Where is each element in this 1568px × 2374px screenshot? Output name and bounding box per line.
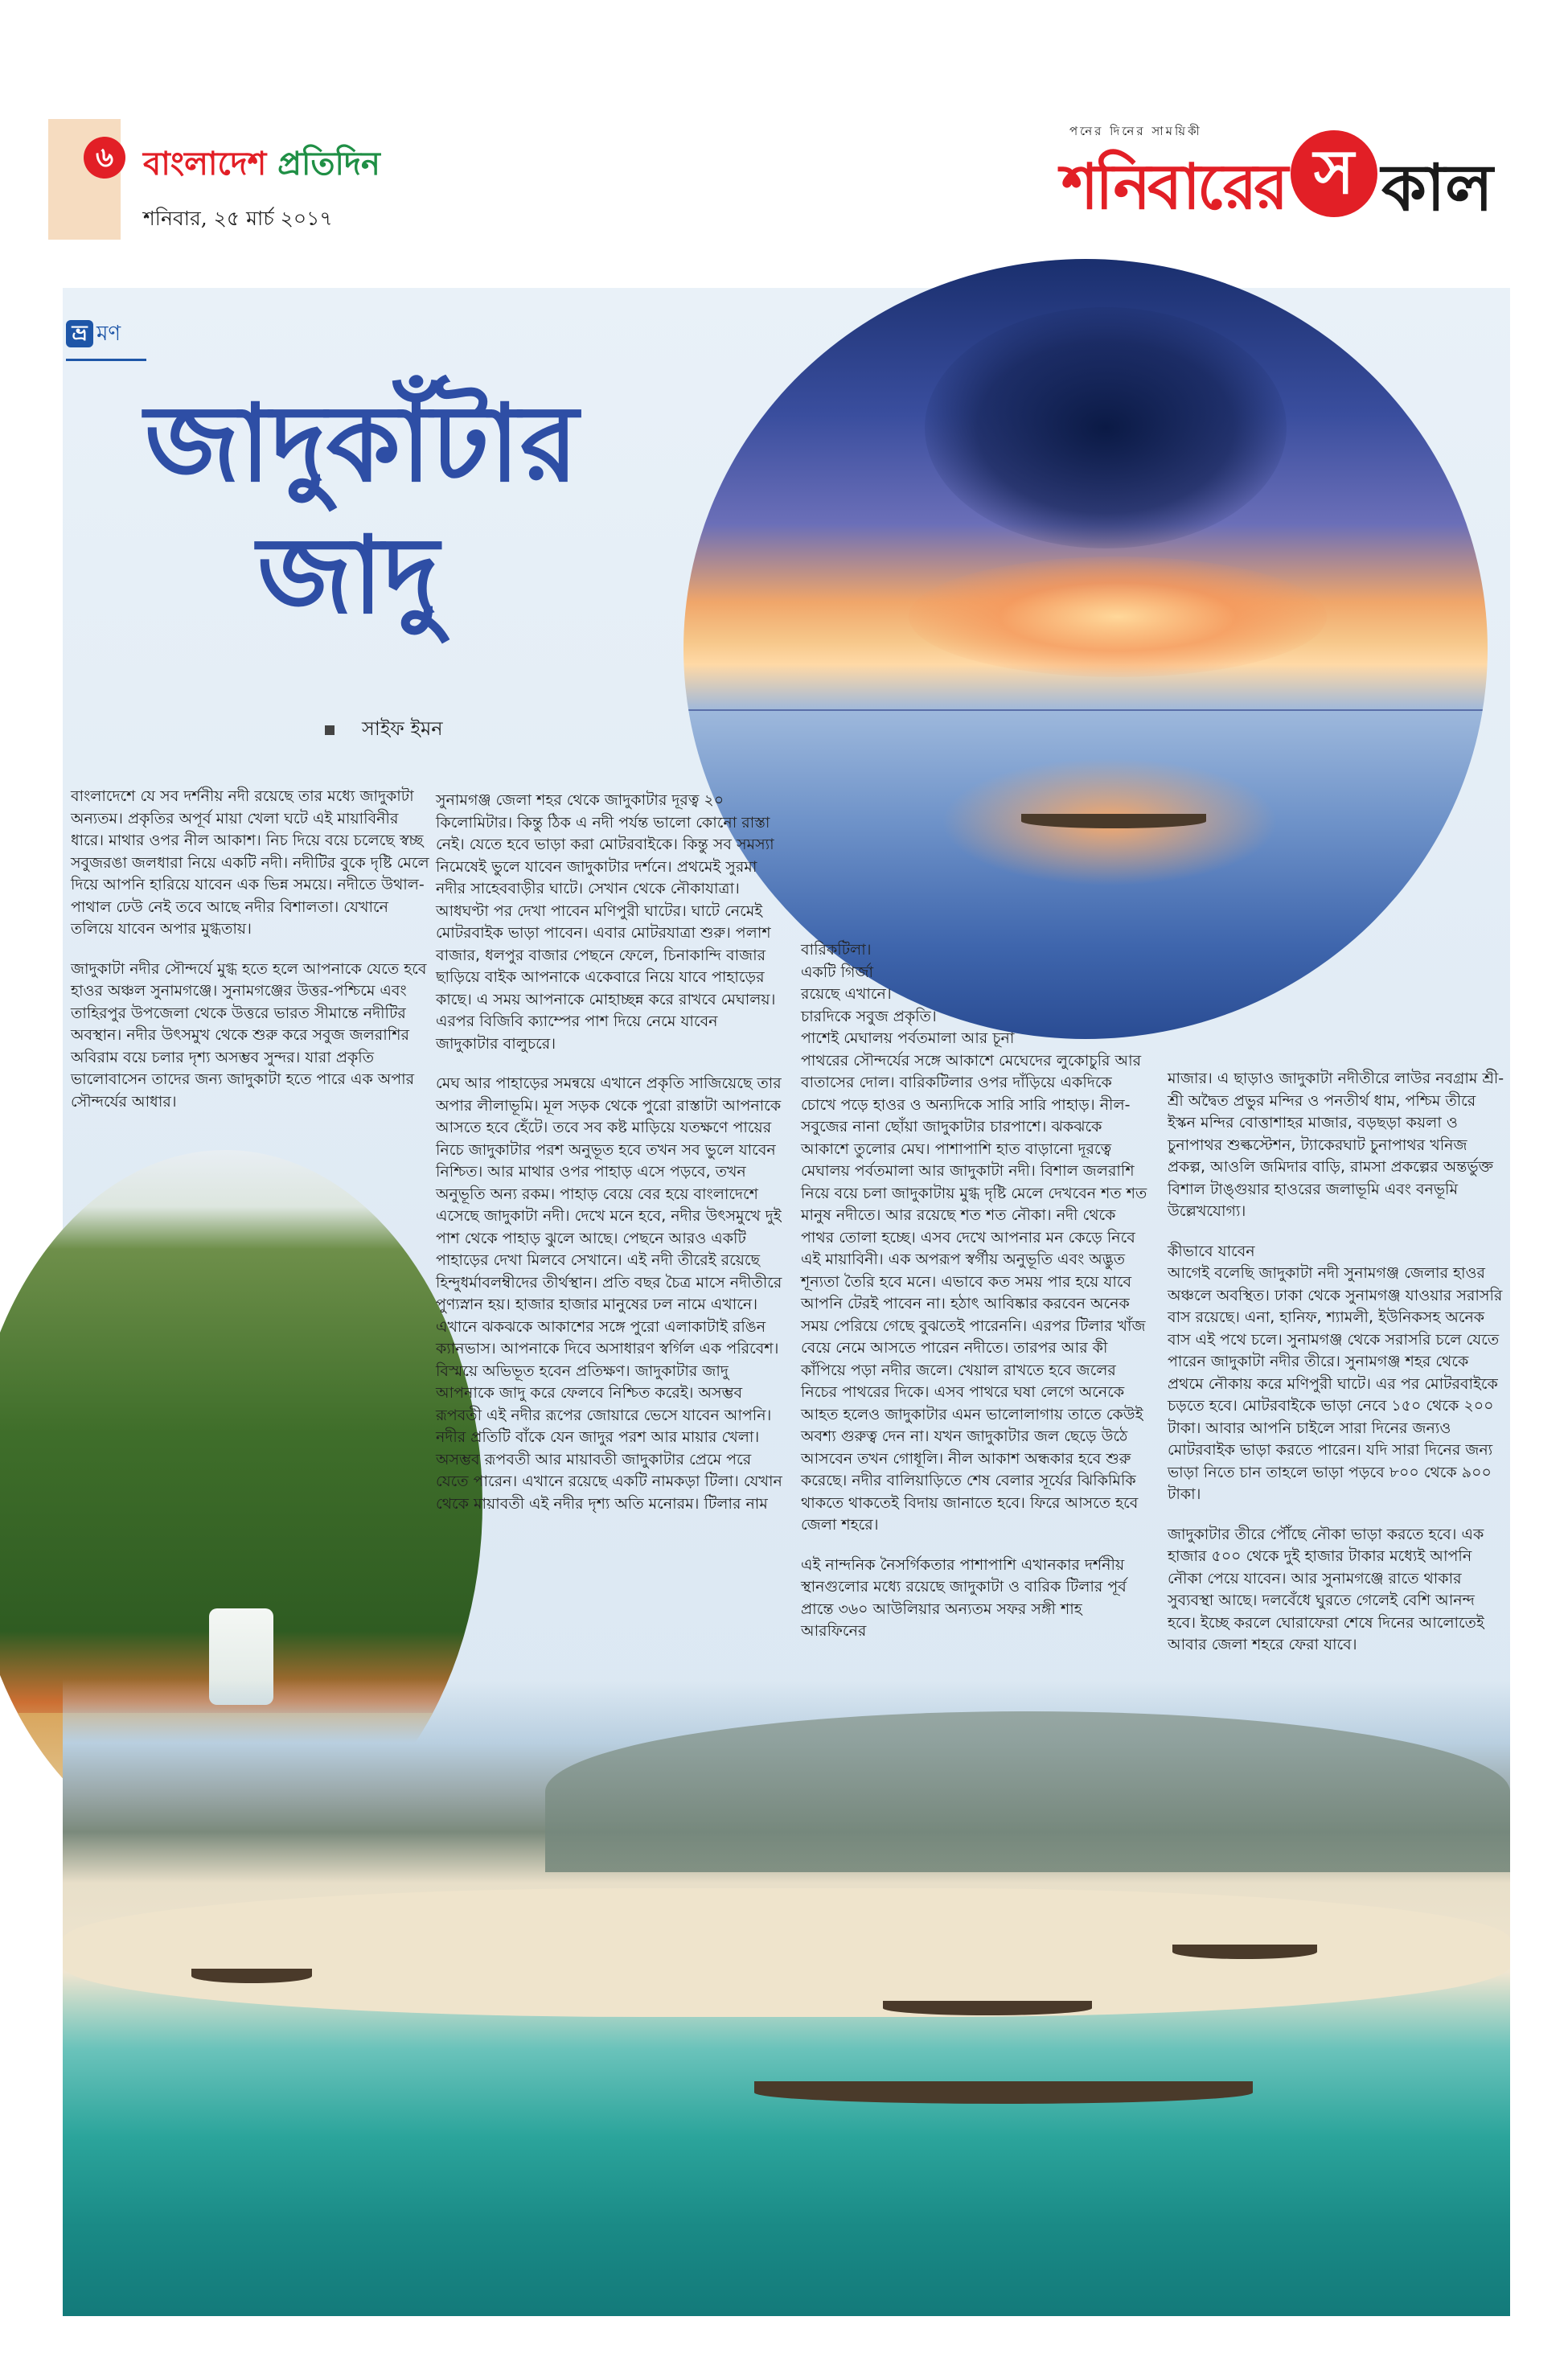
section-letter: ভ্র — [66, 320, 93, 347]
horizon-line — [683, 709, 1488, 711]
sunset-glow — [909, 557, 1327, 677]
verse-line: রয়েছে এখানে। — [801, 985, 892, 1003]
river-boats-photo — [63, 1679, 1510, 2316]
paragraph: আগেই বলেছি জাদুকাটা নদী সুনামগঞ্জ জেলার হাওর অঞ্চলে অবস্থিত। ঢাকা থেকে সুনামগঞ্জ যাওয়ার সরাসরি বাস রয়েছে। এনা, হানিফ, শ্যামলী, ইউনিকসহ অনেক বাস এই পথে চলে। সুনামগঞ্জ থেকে সরাসরি চলে যেতে পারেন জাদুকাটা নদীর তীরে। সুনামগঞ্জ শহর থেকে প্রথমে নৌকায় করে মণিপুরী ঘাটে। এর পর মোটরবাইকে চড়তে হবে। মোটরবাইকে ভাড়া নেবে ১৫০ থেকে ২০০ টাকা। আবার আপনি চাইলে সারা দিনের জন্যও মোটরবাইক ভাড়া করতে পারেন। যদি সারা দিনের জন্য ভাড়া নিতে চান তাহলে ভাড়া পড়বে ৮০০ থেকে ৯০০ টাকা। — [1168, 1264, 1503, 1503]
verse-line: বারিকটিলা। — [801, 941, 872, 959]
paragraph: জাদুকাটা নদীর সৌন্দর্যে মুগ্ধ হতে হলে আপনাকে যেতে হবে হাওর অঞ্চল সুনামগঞ্জে। সুনামগঞ্জের উত্তর-পশ্চিমে এবং তাহিরপুর উপজেলা থেকে উত্তরে ভারত সীমান্তে নদীটির অবস্থান। নদীর উৎসমুখ থেকে শুরু করে সবুজ জলরাশির অবিরাম বয়ে চলার দৃশ্য অসম্ভব সুন্দর। যারা প্রকৃতি ভালোবাসেন তাদের জন্য জাদুকাটা হতে পারে এক অপার সৌন্দর্যের আধার। — [71, 959, 427, 1111]
verse-line: চারদিকে সবুজ প্রকৃতি। — [801, 1007, 937, 1025]
sunset-boat-photo — [683, 259, 1488, 1039]
section-rest: মণ — [96, 322, 121, 346]
section-underline — [66, 359, 146, 361]
boat-main — [754, 2081, 1253, 2104]
masthead-part1: বাংলাদেশ — [143, 145, 278, 183]
paragraph: মেঘ আর পাহাড়ের সমন্বয়ে এখানে প্রকৃতি সাজিয়েছে তার অপার লীলাভূমি। মূল সড়ক থেকে পুরো রাস্তাটা আপনাকে আসতে হবে হেঁটে। তবে সব কষ্ট মাড়িয়ে যতক্ষণে পায়ের নিচে জাদুকাটার পরশ অনুভূত হবে তখন সব ভুলে যাবেন নিশ্চিত। আর মাথার ওপর পাহাড় এসে পড়বে, তখন অনুভূতি অন্য রকম। পাহাড় বেয়ে বের হয়ে বাংলাদেশে এসেছে জাদুকাটা নদী। দেখে মনে হবে, নদীর উৎসমুখে দুই পাশ থেকে পাহাড় ঝুলে আছে। পেছনে আরও একটি পাহাড়ের দেখা মিলবে সেখানে। এই নদী তীরেই রয়েছে হিন্দুধর্মাবলম্বীদের তীর্থস্থান। প্রতি বছর চৈত্র মাসে নদীতীরে পুণ্যস্নান হয়। হাজার হাজার মানুষের ঢল নামে এখানে। এখানে ঝকঝকে আকাশের সঙ্গে পুরো এলাকাটাই রঙিন ক্যানভাস। আপনাকে দিবে অসাধারণ স্বর্গিল এক পরিবেশ। বিস্ময়ে অভিভূত হবেন প্রতিক্ষণ। জাদুকাটার জাদু আপনাকে জাদু করে ফেলবে নিশ্চিত করেই। অসম্ভব রূপবতী এই নদীর রূপের জোয়ারে ভেসে যাবেন আপনি। নদীর প্রতিটি বাঁকে যেন জাদুর পরশ আর মায়ার খেলা। অসম্ভব রূপবতী আর মায়াবতী জাদুকাটার প্রেমে পরে যেতে পারেন। এখানে রয়েছে একটি নামকড়া টিলা। যেখান থেকে মায়াবতী এই নদীর দৃশ্য অতি মনোরম। টিলার নাম — [436, 1074, 782, 1513]
paragraph: মাজার। এ ছাড়াও জাদুকাটা নদীতীরে লাউর নবগ্রাম শ্রী-শ্রী অদ্বৈত প্রভুর মন্দির ও পনতীর্থ ধাম, পশ্চিম তীরে ইস্কন মন্দির বোত্তাশাহর মাজার, বড়ছড়া কয়লা ও চুনাপাথর শুল্কস্টেশন, ট্যাকেরঘাট চুনাপাথর খনিজ প্রকল্প, আওলি জমিদার বাড়ি, রামসা প্রকল্পের অন্তর্ভুক্ত বিশাল টাঙ্গুয়ার হাওরের জলাভূমি এবং বনভূমি উল্লেখযোগ্য। — [1168, 1070, 1504, 1220]
subheading: কীভাবে যাবেন — [1168, 1242, 1255, 1260]
supplement-kicker: পনের দিনের সাময়িকী — [1069, 124, 1202, 138]
supplement-logo-part2: কাল — [1381, 150, 1493, 225]
silhouette-boat — [1021, 814, 1206, 828]
headline-line2: জাদু — [257, 513, 439, 638]
boat-2 — [883, 2001, 1092, 2015]
masthead-part2: প্রতিদিন — [277, 145, 380, 183]
paragraph: এই নান্দনিক নৈসর্গিকতার পাশাপাশি এখানকার দর্শনীয় স্থানগুলোর মধ্যে রয়েছে জাদুকাটা ও বারিক টিলার পূর্ব প্রান্তে ৩৬০ আউলিয়ার অন্যতম সফর সঙ্গী শাহ আরফিনের — [801, 1555, 1127, 1640]
page-number: ৬ — [84, 137, 125, 179]
paragraph: পাথরের সৌন্দর্যের সঙ্গে আকাশে মেঘেদের লুকোচুরি আর বাতাসের দোল। বারিকটিলার ওপর দাঁড়িয়ে একদিকে চোখে পড়ে হাওর ও অন্যদিকে সারি সারি পাহাড়। নীল-সবুজের নানা ছোঁয়া জাদুকাটার চারপাশে। ঝকঝকে আকাশে তুলোর মেঘ। পাশাপাশি হাত বাড়ানো দূরত্বে মেঘালয় পর্বতমালা আর জাদুকাটা নদী। বিশাল জলরাশি নিয়ে বয়ে চলা জাদুকাটায় মুগ্ধ দৃষ্টি মেলে দেখবেন শত শত মানুষ নদীতে। আর রয়েছে শত শত নৌকা। নদী থেকে পাথর তোলা হচ্ছে। এসব দেখে আপনার মন কেড়ে নিবে এই মায়াবিনী। এক অপরূপ স্বর্গীয় অনুভূতি এবং অদ্ভুত শূন্যতা তৈরি হবে মনে। এভাবে কত সময় পার হয়ে যাবে আপনি টেরই পাবেন না। হঠাৎ আবিষ্কার করবেন অনেক সময় পেরিয়ে গেছে বুঝতেই পারেননি। এরপর টিলার খাঁজ বেয়ে নেমে আসতে পারেন নদীতে। তারপর আর কী কাঁপিয়ে পড়া নদীর জলে। খেয়াল রাখতে হবে জলের নিচের পাথরের দিকে। এসব পাথরে ঘষা লেগে অনেকে আহত হলেও জাদুকাটার এমন ভালোলাগায় তাতে কেউই অবশ্য গুরুত্ব দেন না। যখন জাদুকাটার জল ছেড়ে উঠে আসবেন তখন গোধূলি। নীল আকাশ অন্ধকার হবে শুরু করেছে। নদীর বালিয়াড়িতে শেষ বেলার সূর্যের ঝিকিমিকি থাকতে থাকতেই বিদায় জানাতে হবে। ফিরে আসতে হবে জেলা শহরে। — [801, 1051, 1147, 1534]
supplement-logo-circle: স — [1291, 130, 1377, 217]
section-tag — [66, 317, 121, 352]
supplement-logo-part1: শনিবারের — [1061, 150, 1286, 224]
byline — [325, 714, 443, 746]
byline-marker — [325, 725, 335, 735]
verse-line: একটি গির্জা — [801, 963, 873, 981]
headline — [145, 378, 643, 642]
hills — [545, 1711, 1510, 1872]
byline-author: সাইফ ইমন — [362, 717, 443, 740]
boat-4 — [191, 1969, 312, 1983]
dark-cloud — [925, 307, 1287, 548]
masthead — [143, 138, 380, 192]
paragraph: সুনামগঞ্জ জেলা শহর থেকে জাদুকাটার দূরত্ব ২০ কিলোমিটার। কিন্তু ঠিক এ নদী পর্যন্ত ভালো কোনো রাস্তা নেই। যেতে হবে ভাড়া করা মোটরবাইকে। কিন্তু সব সমস্যা নিমেষেই ভুলে যাবেন জাদুকাটার দর্শনে। প্রথমেই সুরমা নদীর সাহেববাড়ীর ঘাটে। সেখান থেকে নৌকাযাত্রা। আধঘণ্টা পর দেখা পাবেন মণিপুরী ঘাটের। ঘাটে নেমেই মোটরবাইক ভাড়া পাবেন। এবার মোটরযাত্রা শুরু। পলাশ বাজার, ধলপুর বাজার পেছনে ফেলে, চিনাকান্দি বাজার ছাড়িয়ে বাইক আপনাকে একেবারে নিয়ে যাবে পাহাড়ের কাছে। এ সময় আপনাকে মোহাচ্ছন্ন করে রাখবে মেঘালয়। এরপর বিজিবি ক্যাম্পের পাশ দিয়ে নেমে যাবেন জাদুকাটার বালুচরে। — [436, 791, 776, 1053]
headline-line1: জাদুকাঁটার — [145, 381, 579, 506]
boat-3 — [1172, 1945, 1317, 1959]
article-column-1 — [71, 786, 431, 1113]
article-column-4 — [1168, 1068, 1505, 1657]
paragraph: বাংলাদেশে যে সব দর্শনীয় নদী রয়েছে তার মধ্যে জাদুকাটা অন্যতম। প্রকৃতির অপূর্ব মায়া খেলা ঘটে এই মায়াবিনীর ধারে। মাথার ওপর নীল আকাশ। নিচ দিয়ে বয়ে চলেছে স্বচ্ছ সবুজরঙা জলধারা নিয়ে একটি নদী। নদীটির বুকে দৃষ্টি মেলে দিয়ে আপনি হারিয়ে যাবেন এক ভিন্ন সময়ে। নদীতে উথাল-পাথাল ঢেউ নেই তবে আছে নদীর বিশালতা। যেখানে তলিয়ে যাবেন অপার মুগ্ধতায়। — [71, 787, 429, 938]
article-column-3 — [801, 939, 1150, 1643]
article-column-2 — [436, 790, 785, 1515]
issue-date: শনিবার, ২৫ মার্চ ২০১৭ — [143, 207, 333, 230]
paragraph: জাদুকাটার তীরে পৌঁছে নৌকা ভাড়া করতে হবে। এক হাজার ৫০০ থেকে দুই হাজার টাকার মধ্যেই আপনি নৌকা পেয়ে যাবেন। আর সুনামগঞ্জে রাতে থাকার সুব্যবস্থা আছে। দলবেঁধে ঘুরতে গেলেই বেশি আনন্দ হবে। ইচ্ছে করলে ঘোরাফেরা শেষে দিনের আলোতেই আবার জেলা শহরে ফেরা যাবে। — [1168, 1525, 1484, 1653]
verse-line: পাশেই মেঘালয় পর্বতমালা আর চূনা — [801, 1029, 1015, 1047]
